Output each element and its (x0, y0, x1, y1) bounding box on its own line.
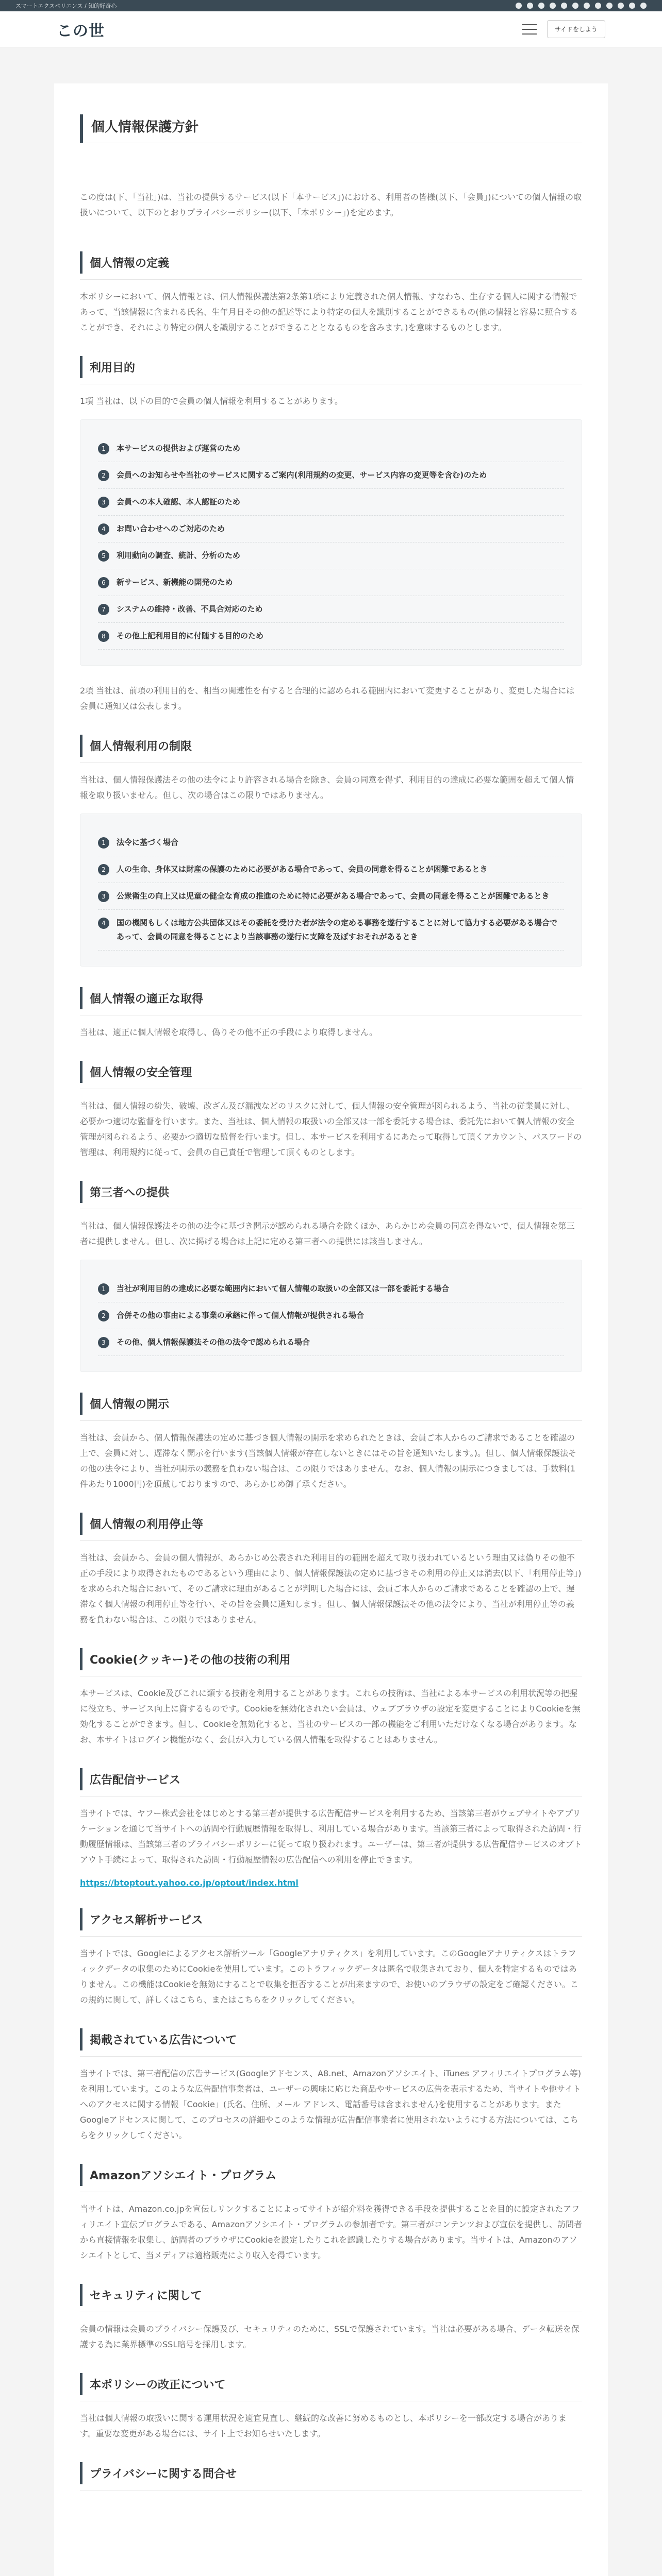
section-heading: 個人情報の開示 (80, 1393, 582, 1415)
social-icons (516, 3, 647, 9)
list-item (98, 516, 564, 543)
list-item (98, 1302, 564, 1329)
list-item-label: 合併その他の事由による事業の承継に伴って個人情報が提供される場合 (117, 1311, 365, 1320)
list-item-label: 人の生命、身体又は財産の保護のために必要がある場合であって、会員の同意を得ることが困難であるとき (117, 865, 488, 874)
list-number-badge: 3 (98, 891, 109, 902)
list-item (98, 856, 564, 883)
section-paragraph: 1項 当社は、以下の目的で会員の個人情報を利用することがあります。 (80, 396, 343, 406)
list-item-label: その他、個人情報保護法その他の法令で認められる場合 (117, 1337, 310, 1347)
section-paragraph: 当社は、個人情報保護法その他の法令により許容される場合を除き、会員の同意を得ず、利用目的の達成に必要な範囲を超えて個人情報を取り扱いません。但し、次の場合はこの限りではありません。 (80, 775, 574, 800)
list-item-label: 新サービス、新機能の開発のため (117, 578, 233, 587)
header-action-button[interactable]: サイドをしよう (547, 20, 605, 38)
list-item-label: お問い合わせへのご対応のため (117, 524, 225, 533)
list-number-badge: 3 (98, 497, 109, 508)
mail-icon[interactable] (640, 3, 647, 9)
list-item-label: その他上記利用目的に付随する目的のため (117, 631, 264, 640)
section-paragraph: 当社は、会員から、個人情報保護法の定めに基づき個人情報の開示を求められたときは、会員ご本人からのご請求であることを確認の上で、会員に対し、遅滞なく開示を行います(当該個人情報が存在しないときにはその旨を通知いたします。)。但し、個人情報保護法その他の法令により、当社が開示の義務を負わない場合は、この限りではありません。なお、個人情報の開示につきましては、手数料(1件あたり1000円)を頂戴しておりますので、あらかじめ御了承ください。 (80, 1433, 576, 1489)
pocket-icon[interactable] (572, 3, 578, 9)
list-item-label: 本サービスの提供および運営のため (117, 444, 241, 453)
list-item (98, 569, 564, 596)
section-heading: Cookie(クッキー)その他の技術の利用 (80, 1648, 582, 1670)
site-header (0, 11, 662, 47)
list-item (98, 435, 564, 462)
list-item (98, 1329, 564, 1356)
list-item (98, 596, 564, 623)
search-icon[interactable] (527, 3, 533, 9)
list-number-badge: 1 (98, 443, 109, 454)
youtube-icon[interactable] (606, 3, 613, 9)
list-item-label: システムの維持・改善、不具合対応のため (117, 604, 263, 614)
list-item (98, 543, 564, 569)
line-icon[interactable] (584, 3, 590, 9)
instagram-icon[interactable] (595, 3, 601, 9)
section-paragraph: 当社は、適正に個人情報を取得し、偽りその他不正の手段により取得しません。 (80, 1027, 377, 1037)
hamburger-menu-icon[interactable] (522, 24, 537, 35)
list-item (98, 883, 564, 910)
section-heading: 利用目的 (80, 356, 582, 378)
list-item-label: 当社が利用目的の達成に必要な範囲内において個人情報の取扱いの全部又は一部を委託する場合 (117, 1284, 450, 1293)
site-logo[interactable]: この世 (57, 22, 105, 40)
section-paragraph: 本ポリシーにおいて、個人情報とは、個人情報保護法第2条第1項により定義された個人情報、すなわち、生存する個人に関する情報であって、当該情報に含まれる氏名、生年月日その他の記述等により特定の個人を識別することができるもの(他の情報と容易に照合することができ、それにより特定の個人を識別することができることとなるものを含みます。)を意味するものとします。 (80, 292, 578, 332)
numbered-list (80, 1260, 582, 1372)
section-heading: アクセス解析サービス (80, 1908, 582, 1930)
list-number-badge: 2 (98, 864, 109, 875)
section-paragraph: 2項 当社は、前項の利用目的を、相当の関連性を有すると合理的に認められる範囲内において変更することがあり、変更した場合には会員に通知又は公表します。 (80, 686, 575, 711)
rss-icon[interactable] (629, 3, 635, 9)
section-heading: 個人情報の適正な取得 (80, 987, 582, 1009)
hatena-icon[interactable] (561, 3, 567, 9)
section-heading: プライバシーに関する問合せ (80, 2462, 582, 2484)
section-heading: セキュリティに関して (80, 2284, 582, 2306)
list-item (98, 910, 564, 951)
section-heading: 本ポリシーの改正について (80, 2373, 582, 2395)
list-number-badge: 5 (98, 550, 109, 562)
list-number-badge: 8 (98, 631, 109, 642)
list-item (98, 623, 564, 650)
section-heading: 個人情報の利用停止等 (80, 1513, 582, 1535)
intro-text: この度は(下、「当社」)は、当社の提供するサービス(以下「本サービス」)における、利用者の皆様(以下、「会員」)についての個人情報の取扱いについて、以下のとおりプライバシーポリシー(以下、「本ポリシー」)を定めます。 (80, 192, 582, 217)
list-number-badge: 2 (98, 470, 109, 481)
article (54, 83, 608, 2576)
section-heading: 個人情報利用の制限 (80, 735, 582, 757)
tagline: スマートエクスペリエンス / 知的好奇心 (15, 3, 117, 9)
list-item (98, 1276, 564, 1302)
twitter-icon[interactable] (538, 3, 544, 9)
section-paragraph: 当社は、会員から、会員の個人情報が、あらかじめ公表された利用目的の範囲を超えて取り扱われているという理由又は偽りその他不正の手段により取得されたものであるという理由により、個人情報保護法の定めに基づきその利用の停止又は消去(以下、「利用停止等」)を求められた場合において、そのご請求に理由があることが判明した場合には、会員ご本人からのご請求であることを確認の上で、遅滞なく個人情報の利用停止等を行い、その旨を会員に通知します。但し、個人情報保護法その他の法令により、当社が利用停止等の義務を負わない場合は、この限りではありません。 (80, 1553, 582, 1624)
section-heading: 広告配信サービス (80, 1768, 582, 1790)
list-number-badge: 7 (98, 604, 109, 615)
section-paragraph: 当サイトでは、Googleによるアクセス解析ツール「Googleアナリティクス」を利用しています。このGoogleアナリティクスはトラフィックデータの収集のためにCookieを使用しています。このトラフィックデータは匿名で収集されており、個人を特定するものではありません。この機能はCookieを無効にすることで収集を拒否することが出来ますので、お使いのブラウザの設定をご確認ください。この規約に関して、詳しくはこちら、またはこちらをクリックしてください。 (80, 1948, 578, 2005)
list-number-badge: 2 (98, 1310, 109, 1321)
list-item (98, 489, 564, 516)
numbered-list (80, 419, 582, 666)
section-paragraph: 当社は、個人情報保護法その他の法令に基づき開示が認められる場合を除くほか、あらかじめ会員の同意を得ないで、個人情報を第三者に提供しません。但し、次に掲げる場合は上記に定める第三者への提供には該当しません。 (80, 1221, 575, 1246)
top-bar (0, 0, 662, 11)
section-heading: 個人情報の安全管理 (80, 1061, 582, 1083)
list-item-label: 会員へのお知らせや当社のサービスに関するご案内(利用規約の変更、サービス内容の変更等を含む)のため (117, 470, 487, 480)
list-number-badge: 1 (98, 1283, 109, 1295)
section-paragraph: 当サイトでは、ヤフー株式会社をはじめとする第三者が提供する広告配信サービスを利用するため、当該第三者がウェブサイトやアプリケーションを通じて当サイトへの訪問や行動履歴情報を取得し、利用している場合があります。当該第三者によって取得された訪問・行動履歴情報は、当該第三者のプライバシーポリシーに従って取り扱われます。ユーザーは、第三者が提供する広告配信サービスのオプトアウト手続によって、取得された訪問・行動履歴情報の広告配信への利用を停止できます。 (80, 1808, 582, 1865)
page-title: 個人情報保護方針 (80, 114, 582, 143)
list-number-badge: 6 (98, 577, 109, 588)
section-heading: Amazonアソシエイト・プログラム (80, 2164, 582, 2186)
section-heading: 第三者への提供 (80, 1181, 582, 1203)
section-paragraph: 当サイトでは、第三者配信の広告サービス(Googleアドセンス、A8.net、Amazonアソシエイト、iTunes アフィリエイトプログラム等)を利用しています。このような広告配信事業者は、ユーザーの興味に応じた商品やサービスの広告を表示するため、当サイトや他サイトへのアクセスに関する情報「Cookie」(氏名、住所、メール アドレス、電話番号は含まれません)を使用することがあります。またGoogleアドセンスに関して、このプロセスの詳細やこのような情報が広告配信事業者に使用されないようにする方法については、こちらをクリックしてください。 (80, 2069, 582, 2140)
section-paragraph: 本サービスは、Cookie及びこれに類する技術を利用することがあります。これらの技術は、当社による本サービスの利用状況等の把握に役立ち、サービス向上に資するものです。Cookieを無効化されたい会員は、ウェブブラウザの設定を変更することによりCookieを無効化することができます。但し、Cookieを無効化すると、当社のサービスの一部の機能をご利用いただけなくなる場合があります。なお、本サイトはログイン機能がなく、会員が入力している個人情報を取得することはありません。 (80, 1688, 581, 1744)
numbered-list (80, 814, 582, 967)
list-item (98, 462, 564, 489)
list-number-badge: 3 (98, 1337, 109, 1348)
section-heading: 個人情報の定義 (80, 251, 582, 274)
section-heading: 掲載されている広告について (80, 2028, 582, 2050)
list-item (98, 829, 564, 856)
section-paragraph: 当社は、個人情報の紛失、破壊、改ざん及び漏洩などのリスクに対して、個人情報の安全管理が図られるよう、当社の従業員に対し、必要かつ適切な監督を行います。また、当社は、個人情報の取扱いの全部又は一部を委託する場合は、委託先において個人情報の安全管理が図られるよう、必要かつ適切な監督を行います。但し、本サービスを利用するにあたって取得して頂くアカウント、パスワードの管理は、利用規約に従って、会員の自己責任で管理して頂くものとします。 (80, 1101, 582, 1157)
list-item-label: 法令に基づく場合 (117, 838, 179, 847)
facebook-icon[interactable] (550, 3, 556, 9)
list-number-badge: 4 (98, 523, 109, 535)
section-paragraph: 当社は個人情報の取扱いに関する運用状況を適宜見直し、継続的な改善に努めるものとし、本ポリシーを一部改定する場合があります。重要な変更がある場合には、サイト上でお知らせいたします。 (80, 2413, 567, 2438)
list-item-label: 利用動向の調査、統計、分析のため (117, 551, 241, 560)
list-number-badge: 1 (98, 837, 109, 849)
feedly-icon[interactable] (618, 3, 624, 9)
list-number-badge: 4 (98, 918, 109, 929)
home-icon[interactable] (516, 3, 522, 9)
list-item-label: 国の機関もしくは地方公共団体又はその委託を受けた者が法令の定める事務を遂行することに対して協力する必要がある場合であって、会員の同意を得ることにより当該事務の遂行に支障を及ぼすおそれがあるとき (117, 918, 558, 941)
section-paragraph: 会員の情報は会員のプライバシー保護及び、セキュリティのために、SSLで保護されています。当社は必要がある場合、データ転送を保護する為に業界標準のSSL暗号を採用します。 (80, 2324, 580, 2349)
list-item-label: 会員への本人確認、本人認証のため (117, 497, 241, 506)
section-paragraph: 当サイトは、Amazon.co.jpを宣伝しリンクすることによってサイトが紹介料を獲得できる手段を提供することを目的に設定されたアフィリエイト宣伝プログラムである、Amazonアソシエイト・プログラムの参加者です。第三者がコンテンツおよび宣伝を提供し、訪問者から直接情報を収集し、訪問者のブラウザにCookieを設定したりこれを認識したりする場合があります。当サイトは、Amazonのアソシエイトとして、当メディアは適格販売により収入を得ています。 (80, 2204, 582, 2260)
optout-link[interactable]: https://btoptout.yahoo.co.jp/optout/index.html (80, 1878, 299, 1888)
list-item-label: 公衆衛生の向上又は児童の健全な育成の推進のために特に必要がある場合であって、会員の同意を得ることが困難であるとき (117, 891, 550, 901)
